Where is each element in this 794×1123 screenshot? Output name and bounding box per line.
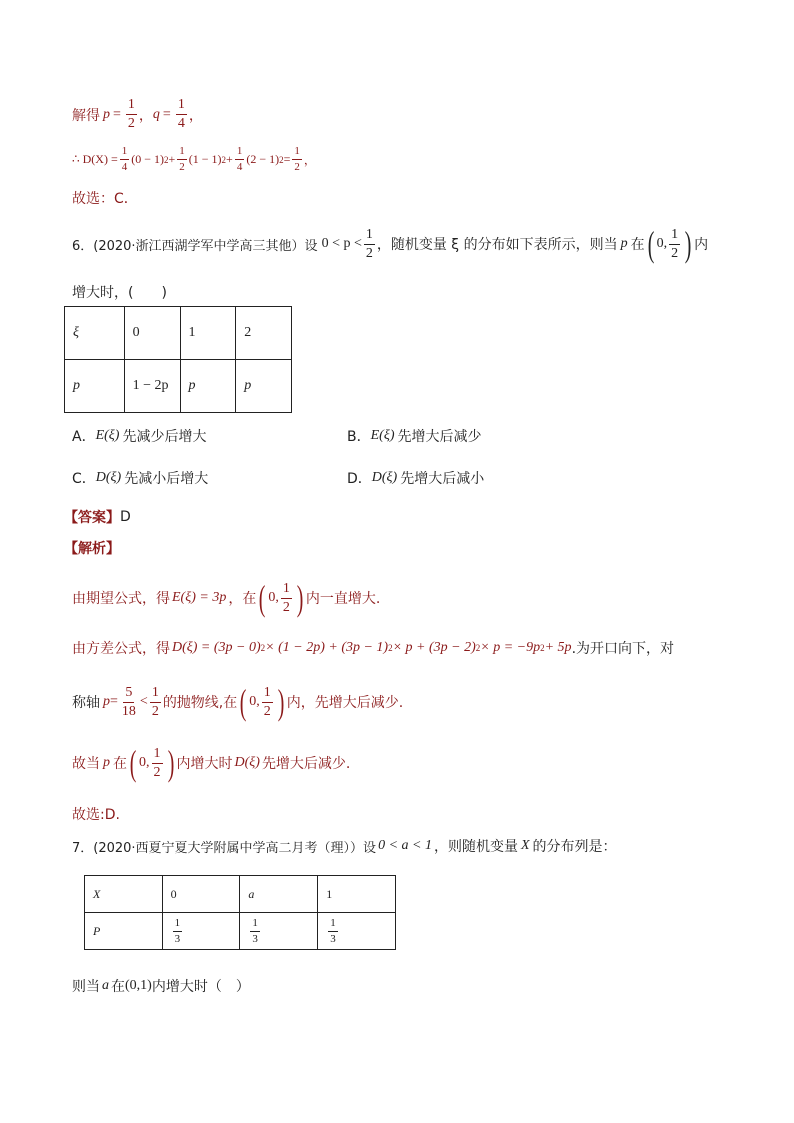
solve-line: 解得 p = $\frac{1}{2}$ ， q = $\frac{1}{4}$ ， (72, 97, 203, 131)
answer-q6: 【答案】 D (64, 509, 131, 526)
axis-line: 称轴 p = $\frac{5}{18}$ < $\frac{1}{2}$ 的抛物线,在 ( 0, $\frac{1}{2}$ ) 内，先增大后减少. (72, 682, 404, 722)
table-row: P $\frac{1}{3}$ $\frac{1}{3}$ $\frac{1}{3}$ (85, 913, 396, 950)
variance-calc-line: ∴ D(X) = $\frac{1}{4}$ (0 − 1) 2 + $\frac{1}{2}$ (1 − 1) 2 + $\frac{1}{4}$ (2 − 1) 2 = $\frac{1}{2}$ ， (72, 145, 316, 173)
previous-answer: 故选：C． (72, 191, 138, 207)
question-6-stem: 6．(2020·浙江西湖学军中学高三其他）设 0 < p < $\frac{1}{2}$ ，随机变量 ξ 的分布如下表所示，则当 p 在 ( 0, $\frac{1}{2}$ ) 内 (72, 224, 709, 264)
option-c[interactable]: C． D(ξ) 先减小后增大 (72, 470, 209, 487)
question-7-prompt: 则当 a 在 (0,1) 内增大时（ ） (72, 978, 250, 995)
table-row: X 0 a 1 (85, 876, 396, 913)
option-d[interactable]: D． D(ξ) 先增大后减小 (347, 470, 485, 487)
analysis-heading: 【解析】 (64, 541, 120, 557)
fraction: $\frac{1}{2}$ (127, 97, 135, 131)
question-6-stem-cont: 增大时，( ) (72, 285, 167, 301)
table-row: p 1 − 2p p p (65, 360, 292, 413)
variance-line: 由方差公式，得 D(ξ) = (3p − 0) 2 × (1 − 2p) + (3p − 1) 2 × p + (3p − 2) 2 × p = −9p 2 + 5p .为开口向下，对 (72, 640, 675, 657)
conclusion-line: 故当 p 在 ( 0, $\frac{1}{2}$ ) 内增大时 D(ξ) 先增大后减少. (72, 743, 351, 783)
table-row: ξ 0 1 2 (65, 307, 292, 360)
select-line: 故选:D. (72, 807, 120, 823)
expectation-line: 由期望公式，得 E(ξ) = 3p ，在 ( 0, $\frac{1}{2}$ ) 内一直增大. (72, 578, 381, 618)
option-a[interactable]: A． E(ξ) 先减少后增大 (72, 428, 207, 445)
distribution-table-q6 (64, 306, 292, 413)
fraction: $\frac{1}{4}$ (177, 97, 185, 131)
question-7-stem: 7．(2020·西夏宁夏大学附属中学高二月考（理））设 0 < a < 1 ，则随机变量 X 的分布列是： (72, 838, 617, 856)
option-b[interactable]: B． E(ξ) 先增大后减少 (347, 428, 482, 445)
distribution-table-q7 (84, 875, 396, 950)
